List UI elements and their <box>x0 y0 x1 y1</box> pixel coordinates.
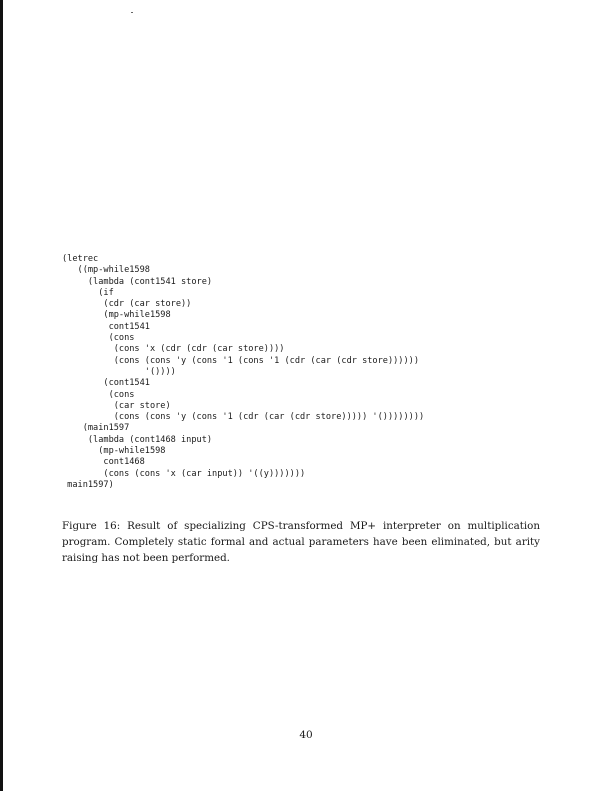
code-line: (lambda (cont1541 store) <box>62 276 213 287</box>
code-line: (letrec <box>62 254 99 264</box>
code-line: (car store) <box>62 400 171 411</box>
code-line: cont1468 <box>62 457 145 468</box>
figure-caption: Figure 16: Result of specializing CPS-transformed MP+ interpreter on multiplication program. Completely static formal and actual parameters have been eliminated, but arity raising has not been performed. <box>62 520 540 564</box>
code-line: (lambda (cont1468 input) <box>62 434 213 445</box>
page-edge-rule <box>0 0 3 791</box>
code-line: main1597) <box>62 479 114 490</box>
code-line: (cons (cons 'y (cons '1 (cons '1 (cdr (car (cdr store)))))) <box>62 355 419 366</box>
code-line: '()))) <box>62 366 176 377</box>
code-line: (cdr (car store)) <box>62 299 192 310</box>
code-line: (cons <box>62 333 135 344</box>
code-line: (cont1541 <box>62 378 150 389</box>
code-line: ((mp-while1598 <box>62 265 150 276</box>
code-line: (cons (cons 'x (car input)) '((y))))))) <box>62 468 306 479</box>
code-line: (main1597 <box>62 423 130 434</box>
code-line: (cons <box>62 389 135 400</box>
code-line: (mp-while1598 <box>62 310 171 321</box>
scan-speck <box>131 12 133 13</box>
code-line: (if <box>62 287 114 298</box>
code-listing <box>62 254 424 491</box>
page-number: 40 <box>299 729 313 741</box>
code-line: (cons 'x (cdr (cdr (car store)))) <box>62 344 285 355</box>
code-line: cont1541 <box>62 321 150 332</box>
code-line: (cons (cons 'y (cons '1 (cdr (car (cdr store))))) '()))))))) <box>62 412 425 423</box>
code-line: (mp-while1598 <box>62 446 166 457</box>
